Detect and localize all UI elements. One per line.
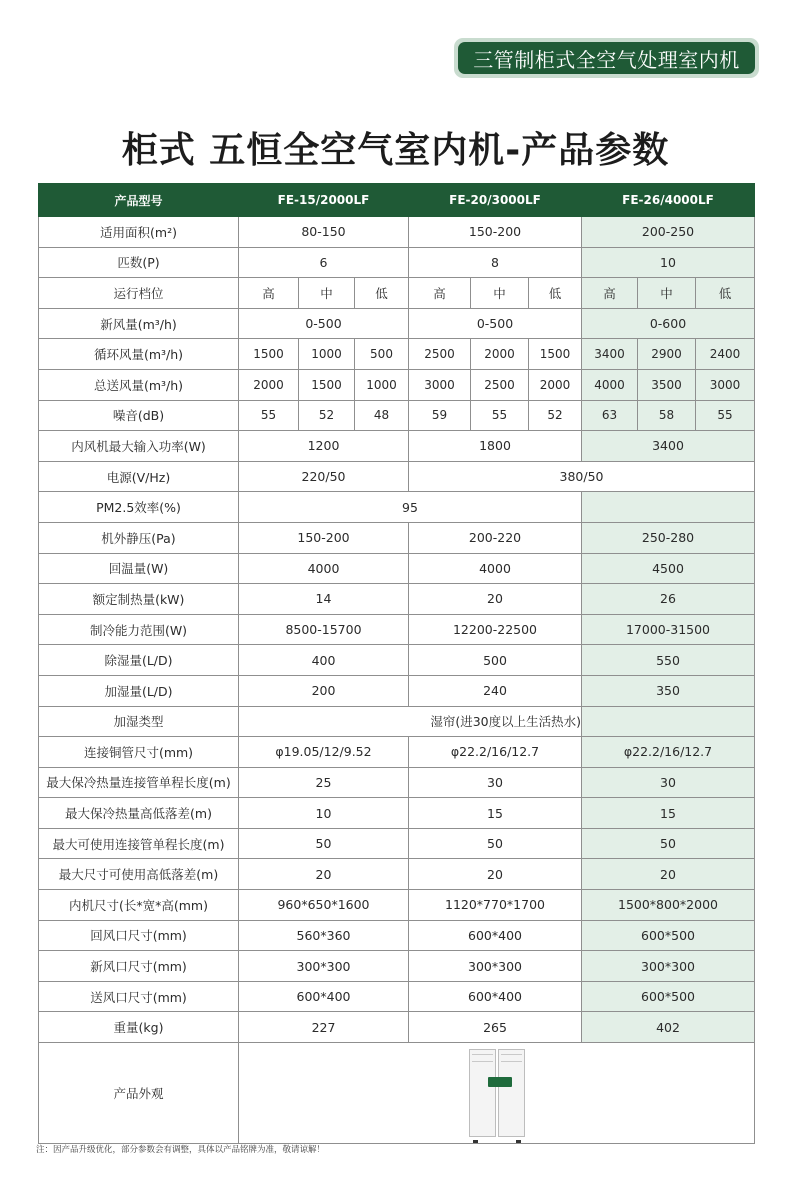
category-badge-text: 三管制柜式全空气处理室内机 xyxy=(458,42,755,74)
table-cell: 3000 xyxy=(409,369,471,400)
table-row xyxy=(39,369,755,400)
table-row xyxy=(39,890,755,921)
table-cell: 227 xyxy=(239,1012,409,1043)
table-cell: 960*650*1600 xyxy=(239,890,409,921)
table-row xyxy=(39,522,755,553)
table-cell-empty xyxy=(582,492,755,523)
category-badge xyxy=(454,38,759,78)
table-row xyxy=(39,798,755,829)
table-cell: 80-150 xyxy=(239,217,409,248)
table-cell: 1000 xyxy=(355,369,409,400)
table-cell: 63 xyxy=(582,400,638,431)
row-label: 最大尺寸可使用高低落差(m) xyxy=(39,859,239,890)
table-cell: 8 xyxy=(409,247,582,278)
table-cell: 低 xyxy=(696,278,755,309)
table-cell: 150-200 xyxy=(239,522,409,553)
row-label: 新风量(m³/h) xyxy=(39,308,239,339)
table-cell: 20 xyxy=(409,859,582,890)
table-cell: 0-500 xyxy=(239,308,409,339)
table-cell: 600*500 xyxy=(582,981,755,1012)
table-cell: 25 xyxy=(239,767,409,798)
table-cell: 4000 xyxy=(409,553,582,584)
table-cell: 550 xyxy=(582,645,755,676)
table-cell: 1500*800*2000 xyxy=(582,890,755,921)
header-model-label: 产品型号 xyxy=(39,184,239,217)
row-label: 回风口尺寸(mm) xyxy=(39,920,239,951)
row-label: 总送风量(m³/h) xyxy=(39,369,239,400)
table-cell: 30 xyxy=(582,767,755,798)
table-cell: 265 xyxy=(409,1012,582,1043)
table-cell: 1120*770*1700 xyxy=(409,890,582,921)
row-label: 重量(kg) xyxy=(39,1012,239,1043)
table-cell: 600*400 xyxy=(409,920,582,951)
table-cell: 200 xyxy=(239,675,409,706)
table-cell: φ19.05/12/9.52 xyxy=(239,737,409,768)
table-cell: 15 xyxy=(582,798,755,829)
table-cell: 50 xyxy=(582,828,755,859)
table-header-row xyxy=(39,184,755,217)
table-cell: 380/50 xyxy=(409,461,755,492)
table-cell: 59 xyxy=(409,400,471,431)
row-label: PM2.5效率(%) xyxy=(39,492,239,523)
header-model-1: FE-15/2000LF xyxy=(239,184,409,217)
table-cell: 低 xyxy=(355,278,409,309)
table-cell: 2500 xyxy=(409,339,471,370)
table-cell: 55 xyxy=(239,400,299,431)
row-label: 最大可使用连接管单程长度(m) xyxy=(39,828,239,859)
table-cell: 500 xyxy=(409,645,582,676)
table-cell: 220/50 xyxy=(239,461,409,492)
table-cell: 2500 xyxy=(471,369,529,400)
table-cell: 2000 xyxy=(529,369,582,400)
table-cell: 4000 xyxy=(239,553,409,584)
table-cell: 30 xyxy=(409,767,582,798)
table-cell: 8500-15700 xyxy=(239,614,409,645)
table-cell: 0-500 xyxy=(409,308,582,339)
table-cell: 1200 xyxy=(239,431,409,462)
table-cell: 2900 xyxy=(638,339,696,370)
table-cell: 2400 xyxy=(696,339,755,370)
row-label: 内风机最大输入功率(W) xyxy=(39,431,239,462)
table-cell: 4000 xyxy=(582,369,638,400)
table-cell: 300*300 xyxy=(409,951,582,982)
row-label: 匹数(P) xyxy=(39,247,239,278)
table-cell: 湿帘(进30度以上生活热水) xyxy=(239,706,582,737)
table-cell: 55 xyxy=(471,400,529,431)
table-row xyxy=(39,492,755,523)
table-cell: 52 xyxy=(299,400,355,431)
table-cell: 52 xyxy=(529,400,582,431)
table-cell: 20 xyxy=(582,859,755,890)
table-cell: 1500 xyxy=(239,339,299,370)
table-cell: 中 xyxy=(471,278,529,309)
table-row xyxy=(39,217,755,248)
table-row xyxy=(39,1012,755,1043)
footnote: 注：因产品升级优化，部分参数会有调整，具体以产品铭牌为准，敬请谅解！ xyxy=(36,1145,326,1155)
table-cell: 402 xyxy=(582,1012,755,1043)
table-cell-empty xyxy=(582,706,755,737)
product-image xyxy=(469,1047,525,1140)
table-cell: 0-600 xyxy=(582,308,755,339)
table-row xyxy=(39,645,755,676)
row-label: 运行档位 xyxy=(39,278,239,309)
row-label: 最大保冷热量高低落差(m) xyxy=(39,798,239,829)
table-cell: 55 xyxy=(696,400,755,431)
table-cell: 15 xyxy=(409,798,582,829)
product-image-cell xyxy=(239,1043,755,1144)
row-label: 最大保冷热量连接管单程长度(m) xyxy=(39,767,239,798)
table-cell: 250-280 xyxy=(582,522,755,553)
table-cell: 95 xyxy=(239,492,582,523)
table-cell: 高 xyxy=(409,278,471,309)
table-cell: 400 xyxy=(239,645,409,676)
table-row xyxy=(39,859,755,890)
table-row xyxy=(39,431,755,462)
row-label: 加湿类型 xyxy=(39,706,239,737)
table-cell: 中 xyxy=(638,278,696,309)
table-cell: 6 xyxy=(239,247,409,278)
table-cell: 12200-22500 xyxy=(409,614,582,645)
row-label: 电源(V/Hz) xyxy=(39,461,239,492)
table-cell: φ22.2/16/12.7 xyxy=(582,737,755,768)
table-cell: 4500 xyxy=(582,553,755,584)
row-label: 送风口尺寸(mm) xyxy=(39,981,239,1012)
table-row xyxy=(39,339,755,370)
table-cell: 200-250 xyxy=(582,217,755,248)
table-cell: 300*300 xyxy=(582,951,755,982)
table-row xyxy=(39,614,755,645)
row-label: 内机尺寸(长*宽*高(mm) xyxy=(39,890,239,921)
table-cell: 58 xyxy=(638,400,696,431)
row-label: 新风口尺寸(mm) xyxy=(39,951,239,982)
table-cell: 26 xyxy=(582,584,755,615)
table-row xyxy=(39,461,755,492)
row-label: 产品外观 xyxy=(39,1043,239,1144)
table-cell: 560*360 xyxy=(239,920,409,951)
table-cell: 10 xyxy=(582,247,755,278)
table-cell: 20 xyxy=(409,584,582,615)
row-label: 噪音(dB) xyxy=(39,400,239,431)
table-cell: 20 xyxy=(239,859,409,890)
table-row xyxy=(39,828,755,859)
table-row xyxy=(39,675,755,706)
table-cell: 中 xyxy=(299,278,355,309)
table-cell: 50 xyxy=(239,828,409,859)
table-row xyxy=(39,400,755,431)
row-label: 循环风量(m³/h) xyxy=(39,339,239,370)
table-row xyxy=(39,706,755,737)
row-label: 制冷能力范围(W) xyxy=(39,614,239,645)
table-cell: 600*500 xyxy=(582,920,755,951)
table-cell: 高 xyxy=(582,278,638,309)
table-cell: 1500 xyxy=(299,369,355,400)
row-label: 回温量(W) xyxy=(39,553,239,584)
table-cell: 3000 xyxy=(696,369,755,400)
table-cell: 1800 xyxy=(409,431,582,462)
table-cell: 350 xyxy=(582,675,755,706)
table-cell: 2000 xyxy=(239,369,299,400)
table-cell: 48 xyxy=(355,400,409,431)
table-row xyxy=(39,767,755,798)
table-cell: 150-200 xyxy=(409,217,582,248)
table-cell: 500 xyxy=(355,339,409,370)
header-model-2: FE-20/3000LF xyxy=(409,184,582,217)
table-cell: 14 xyxy=(239,584,409,615)
table-cell: 1500 xyxy=(529,339,582,370)
table-row xyxy=(39,951,755,982)
row-label: 机外静压(Pa) xyxy=(39,522,239,553)
table-cell: 2000 xyxy=(471,339,529,370)
table-row xyxy=(39,247,755,278)
brand-logo-icon xyxy=(488,1077,512,1087)
row-label: 适用面积(m²) xyxy=(39,217,239,248)
row-label: 连接铜管尺寸(mm) xyxy=(39,737,239,768)
table-cell: 200-220 xyxy=(409,522,582,553)
table-cell: 10 xyxy=(239,798,409,829)
table-row xyxy=(39,920,755,951)
table-row xyxy=(39,584,755,615)
row-label: 加湿量(L/D) xyxy=(39,675,239,706)
table-cell: 3400 xyxy=(582,431,755,462)
table-cell: 17000-31500 xyxy=(582,614,755,645)
table-cell: 低 xyxy=(529,278,582,309)
table-cell: 600*400 xyxy=(409,981,582,1012)
table-row-appearance xyxy=(39,1043,755,1144)
page-title: 柜式 五恒全空气室内机-产品参数 xyxy=(121,130,670,171)
table-row xyxy=(39,553,755,584)
table-cell: 1000 xyxy=(299,339,355,370)
table-cell: 600*400 xyxy=(239,981,409,1012)
table-row xyxy=(39,981,755,1012)
table-cell: 3500 xyxy=(638,369,696,400)
table-row xyxy=(39,278,755,309)
table-row xyxy=(39,308,755,339)
table-cell: 50 xyxy=(409,828,582,859)
table-cell: φ22.2/16/12.7 xyxy=(409,737,582,768)
table-cell: 高 xyxy=(239,278,299,309)
header-model-3: FE-26/4000LF xyxy=(582,184,755,217)
table-cell: 240 xyxy=(409,675,582,706)
table-cell: 300*300 xyxy=(239,951,409,982)
row-label: 除湿量(L/D) xyxy=(39,645,239,676)
spec-table xyxy=(38,183,755,1144)
table-cell: 3400 xyxy=(582,339,638,370)
row-label: 额定制热量(kW) xyxy=(39,584,239,615)
table-row xyxy=(39,737,755,768)
